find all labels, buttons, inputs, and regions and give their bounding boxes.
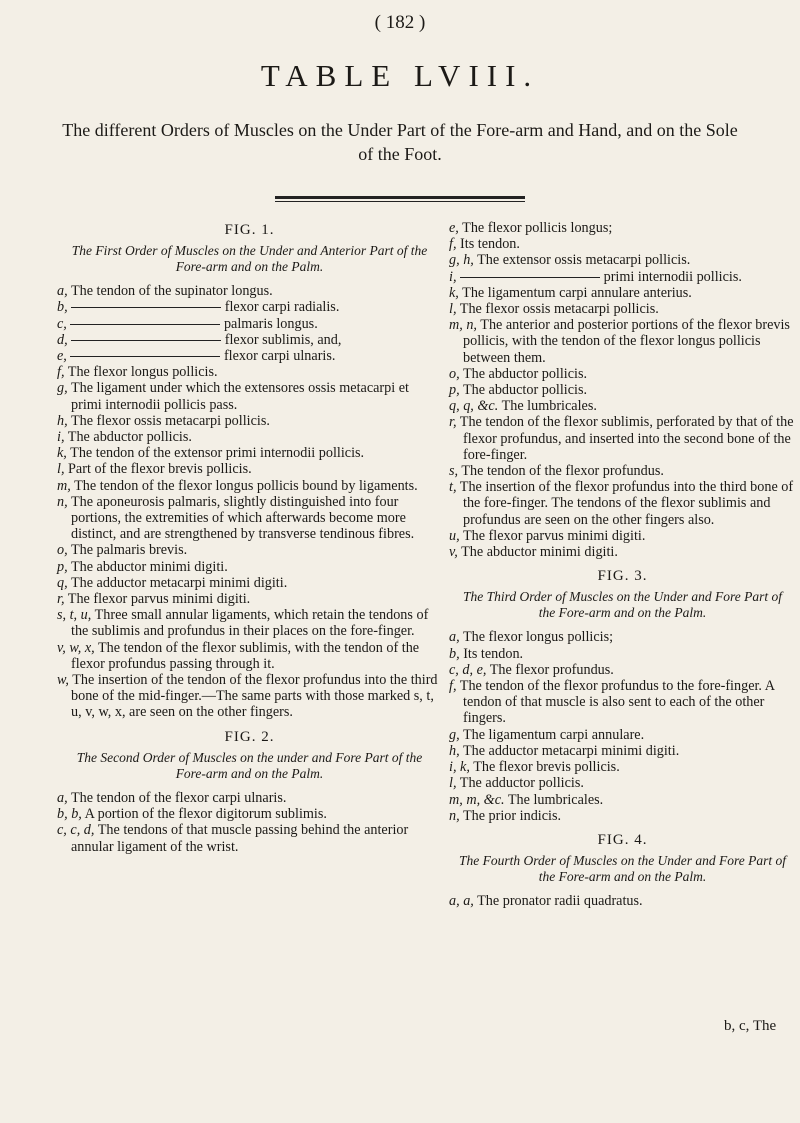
fig2-item: k, The ligamentum carpi annulare anterius.: [449, 284, 692, 301]
fig1-heading: FIG. 1.: [224, 222, 275, 238]
fig1-item: f, The flexor longus pollicis.: [57, 364, 218, 381]
double-rule-thin: [275, 201, 525, 202]
fig1-item: c, palmaris longus.: [57, 315, 318, 332]
table-subtitle: The different Orders of Muscles on the Under Part of the Fore-arm and Hand, and on the Sole of the Foot.: [62, 120, 738, 164]
fig1-item: k, The tendon of the extensor primi internodii pollicis.: [57, 445, 365, 462]
catchword: b, c, The: [724, 1018, 777, 1034]
fig2-item: a, The tendon of the flexor carpi ulnaris.: [57, 789, 287, 806]
fig3-item: f, The tendon of the flexor profundus to the fore-finger. A tendon of that muscle is also sent to each of the other fingers.: [449, 678, 775, 727]
fig3-item: i, k, The flexor brevis pollicis.: [449, 759, 620, 776]
fig2-item: i, primi internodii pollicis.: [449, 268, 742, 285]
fig3-item: l, The adductor pollicis.: [449, 775, 584, 792]
fig2-item: e, The flexor pollicis longus;: [449, 220, 613, 236]
ditto-rule: [71, 340, 221, 341]
fig4-list: [449, 893, 796, 909]
table-title: TABLE LVIII.: [260, 58, 540, 93]
fig3-item: a, The flexor longus pollicis;: [449, 629, 614, 646]
fig3-list: [449, 629, 796, 823]
double-rule-thick: [275, 196, 525, 199]
fig3-item: c, d, e, The flexor profundus.: [449, 661, 614, 678]
right-column: [449, 220, 796, 909]
fig2-item: s, The tendon of the flexor profundus.: [449, 463, 664, 480]
fig1-item: m, The tendon of the flexor longus pollicis bound by ligaments.: [57, 477, 418, 494]
fig2-heading: FIG. 2.: [224, 728, 275, 745]
fig2-item: c, c, d, The tendons of that muscle passing behind the anterior annular ligament of the wrist.: [57, 822, 409, 855]
fig4-item: a, a, The pronator radii quadratus.: [449, 893, 643, 910]
fig2-item: u, The flexor parvus minimi digiti.: [449, 527, 646, 544]
fig1-caption: The First Order of Muscles on the Under and Anterior Part of the Fore-arm and on the Palm.: [71, 243, 428, 275]
fig2-list-right: [449, 220, 796, 560]
fig3-item: g, The ligamentum carpi annulare.: [449, 726, 645, 743]
fig2-item: m, n, The anterior and posterior portions of the flexor brevis pollicis, with the tendon of the flexor longus pollicis between them.: [449, 317, 790, 366]
fig1-item: g, The ligament under which the extensores ossis metacarpi et primi internodii pollicis pass.: [57, 380, 409, 413]
fig3-item: n, The prior indicis.: [449, 807, 562, 824]
fig1-item: d, flexor sublimis, and,: [57, 331, 342, 348]
fig3-item: h, The adductor metacarpi minimi digiti.: [449, 742, 680, 759]
ditto-rule: [70, 356, 220, 357]
fig4-caption: The Fourth Order of Muscles on the Under and Fore Part of the Fore-arm and on the Palm.: [458, 853, 787, 885]
fig2-caption: The Second Order of Muscles on the under and Fore Part of the Fore-arm and on the Palm.: [76, 749, 423, 781]
fig2-item: g, h, The extensor ossis metacarpi pollicis.: [449, 252, 691, 269]
fig3-item: m, m, &c. The lumbricales.: [449, 791, 604, 808]
fig1-item: n, The aponeurosis palmaris, slightly distinguished into four portions, the extremities of which afterwards become more distinct, and are strengthened by transverse tendinous fibres.: [57, 493, 415, 543]
page-number: ( 182 ): [374, 12, 426, 33]
fig1-item: o, The palmaris brevis.: [57, 542, 188, 559]
fig1-item: i, The abductor pollicis.: [57, 429, 192, 446]
fig2-list-left: [57, 790, 442, 855]
fig4-heading: FIG. 4.: [597, 831, 648, 848]
ditto-rule: [70, 324, 220, 325]
fig3-caption: The Third Order of Muscles on the Under and Fore Part of the Fore-arm and on the Palm.: [462, 589, 783, 621]
fig2-item: b, b, A portion of the flexor digitorum sublimis.: [57, 806, 327, 823]
left-column: [57, 220, 442, 855]
fig2-item: v, The abductor minimi digiti.: [449, 544, 618, 561]
fig1-list: [57, 283, 442, 720]
fig1-item: h, The flexor ossis metacarpi pollicis.: [57, 412, 270, 429]
fig2-item: t, The insertion of the flexor profundus into the third bone of the fore-finger. The tendons of the flexor sublimis and profundus are seen on the other fingers also.: [449, 479, 794, 528]
fig1-item: w, The insertion of the tendon of the flexor profundus into the third bone of the mid-finger.—The same parts with those marked s, t, u, v, w, x, are seen on the other fingers.: [57, 672, 438, 721]
fig1-item: s, t, u, Three small annular ligaments, which retain the tendons of the sublimis and profundus in their places on the fore-finger.: [57, 607, 429, 640]
fig3-heading: FIG. 3.: [597, 568, 648, 585]
fig1-item: q, The adductor metacarpi minimi digiti.: [57, 574, 288, 591]
fig1-item: e, flexor carpi ulnaris.: [57, 348, 336, 365]
fig1-item: p, The abductor minimi digiti.: [57, 558, 228, 575]
fig1-item: a, The tendon of the supinator longus.: [57, 283, 273, 300]
fig1-item: l, Part of the flexor brevis pollicis.: [57, 461, 252, 478]
fig2-item: q, q, &c. The lumbricales.: [449, 398, 597, 415]
fig3-item: b, Its tendon.: [449, 645, 524, 662]
ditto-rule: [71, 307, 221, 308]
fig2-item: o, The abductor pollicis.: [449, 365, 588, 382]
fig1-item: r, The flexor parvus minimi digiti.: [57, 591, 251, 608]
fig2-item: l, The flexor ossis metacarpi pollicis.: [449, 301, 659, 318]
ditto-rule: [460, 277, 600, 278]
fig2-item: r, The tendon of the flexor sublimis, perforated by that of the flexor profundus, and inserted into the second bone of the fore-finger.: [449, 414, 794, 463]
fig2-item: p, The abductor pollicis.: [449, 382, 588, 399]
fig1-item: v, w, x, The tendon of the flexor sublimis, with the tendon of the flexor profundus passing through it.: [57, 639, 420, 672]
fig2-item: f, Its tendon.: [449, 236, 520, 253]
fig1-item: b, flexor carpi radialis.: [57, 299, 340, 316]
